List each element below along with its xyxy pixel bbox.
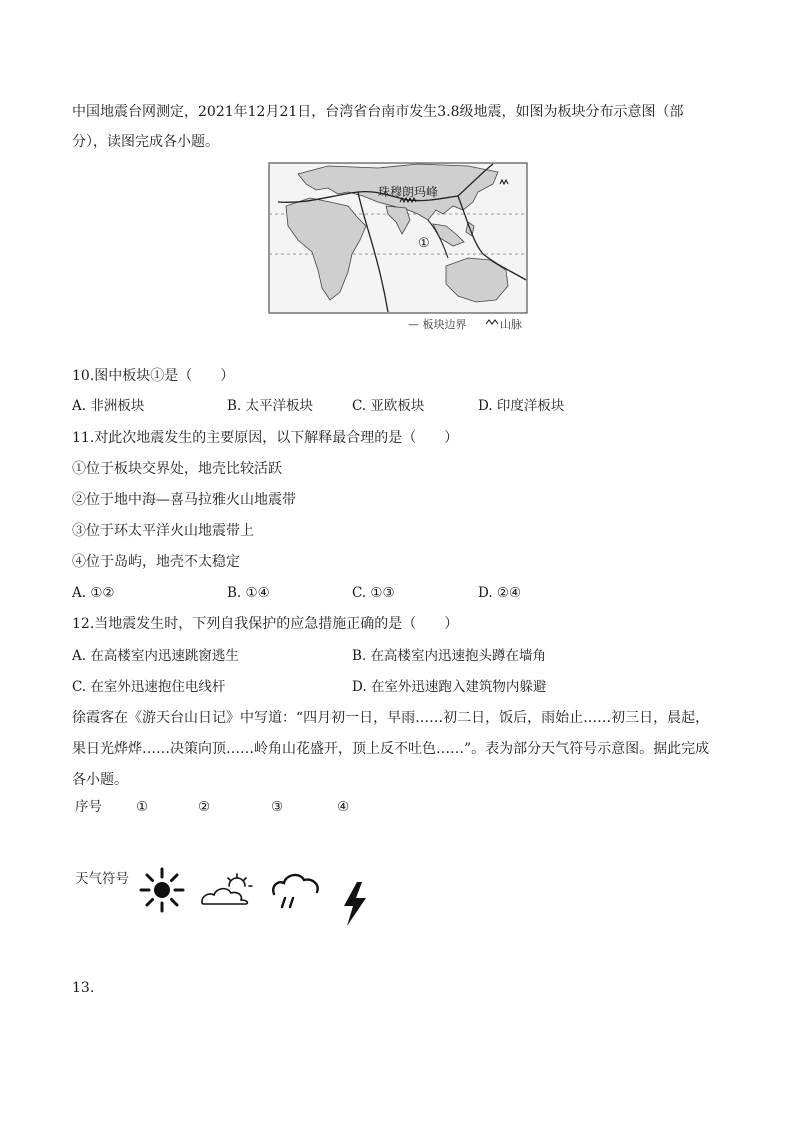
passage-line-2: 果日光烨烨……决策向顶……岭角山花盛开，顶上反不吐色……”。表为部分天气符号示意图。据此完成 [72,741,710,757]
plate-map-figure [268,162,530,336]
weather-number-4: ④ [337,799,350,815]
q10-option-d: D. 印度洋板块 [478,398,565,414]
q11-statement-1: ①位于板块交界处，地壳比较活跃 [72,461,282,477]
sun-icon [138,866,186,914]
q11-option-b: B. ①④ [227,585,270,601]
q12-option-b: B. 在高楼室内迅速抱头蹲在墙角 [352,648,547,664]
intro-line-2: 分），读图完成各小题。 [72,134,219,150]
weather-row-label-number: 序号 [75,799,102,815]
q12-option-a: A. 在高楼室内迅速跳窗逃生 [72,648,239,664]
weather-number-3: ③ [271,799,284,815]
q13-stem: 13. [72,980,95,996]
partly-cloudy-icon [199,872,257,908]
passage-line-1: 徐霞客在《游天台山日记》中写道：“四月初一日，早雨……初二日，饭后，雨始止……初三日，晨起， [72,710,710,726]
weather-row-label-symbol: 天气符号 [75,871,129,887]
q11-option-c: C. ①③ [352,585,395,601]
q12-option-d: D. 在室外迅速跑入建筑物内躲避 [352,679,547,695]
passage-line-3: 各小题。 [72,772,128,788]
q12-stem: 12.当地震发生时，下列自我保护的应急措施正确的是（ ） [72,616,459,632]
map-label-everest: 珠穆朗玛峰 [378,185,439,199]
q11-option-a: A. ①② [72,585,115,601]
weather-number-2: ② [198,799,211,815]
intro-line-1: 中国地震台网测定，2021年12月21日，台湾省台南市发生3.8级地震，如图为板块分布示意图（部 [72,104,684,120]
q11-statement-4: ④位于岛屿，地壳不太稳定 [72,554,240,570]
q10-option-c: C. 亚欧板块 [352,398,425,414]
q11-stem: 11.对此次地震发生的主要原因，以下解释最合理的是（ ） [72,430,459,446]
q11-statement-3: ③位于环太平洋火山地震带上 [72,523,254,539]
q10-stem: 10.图中板块①是（ ） [72,368,235,384]
map-legend-mountain: 山脉 [500,318,522,331]
lightning-icon [340,880,370,928]
q11-option-d: D. ②④ [478,585,522,601]
rain-cloud-icon [268,868,324,910]
map-label-plate-1: ① [418,236,430,251]
q10-option-a: A. 非洲板块 [72,398,145,414]
weather-number-1: ① [136,799,149,815]
q12-option-c: C. 在室外迅速抱住电线杆 [72,679,226,695]
q11-statement-2: ②位于地中海—喜马拉雅火山地震带 [72,492,296,508]
q10-option-b: B. 太平洋板块 [227,398,314,414]
map-legend-boundary: — 板块边界 [408,318,467,331]
